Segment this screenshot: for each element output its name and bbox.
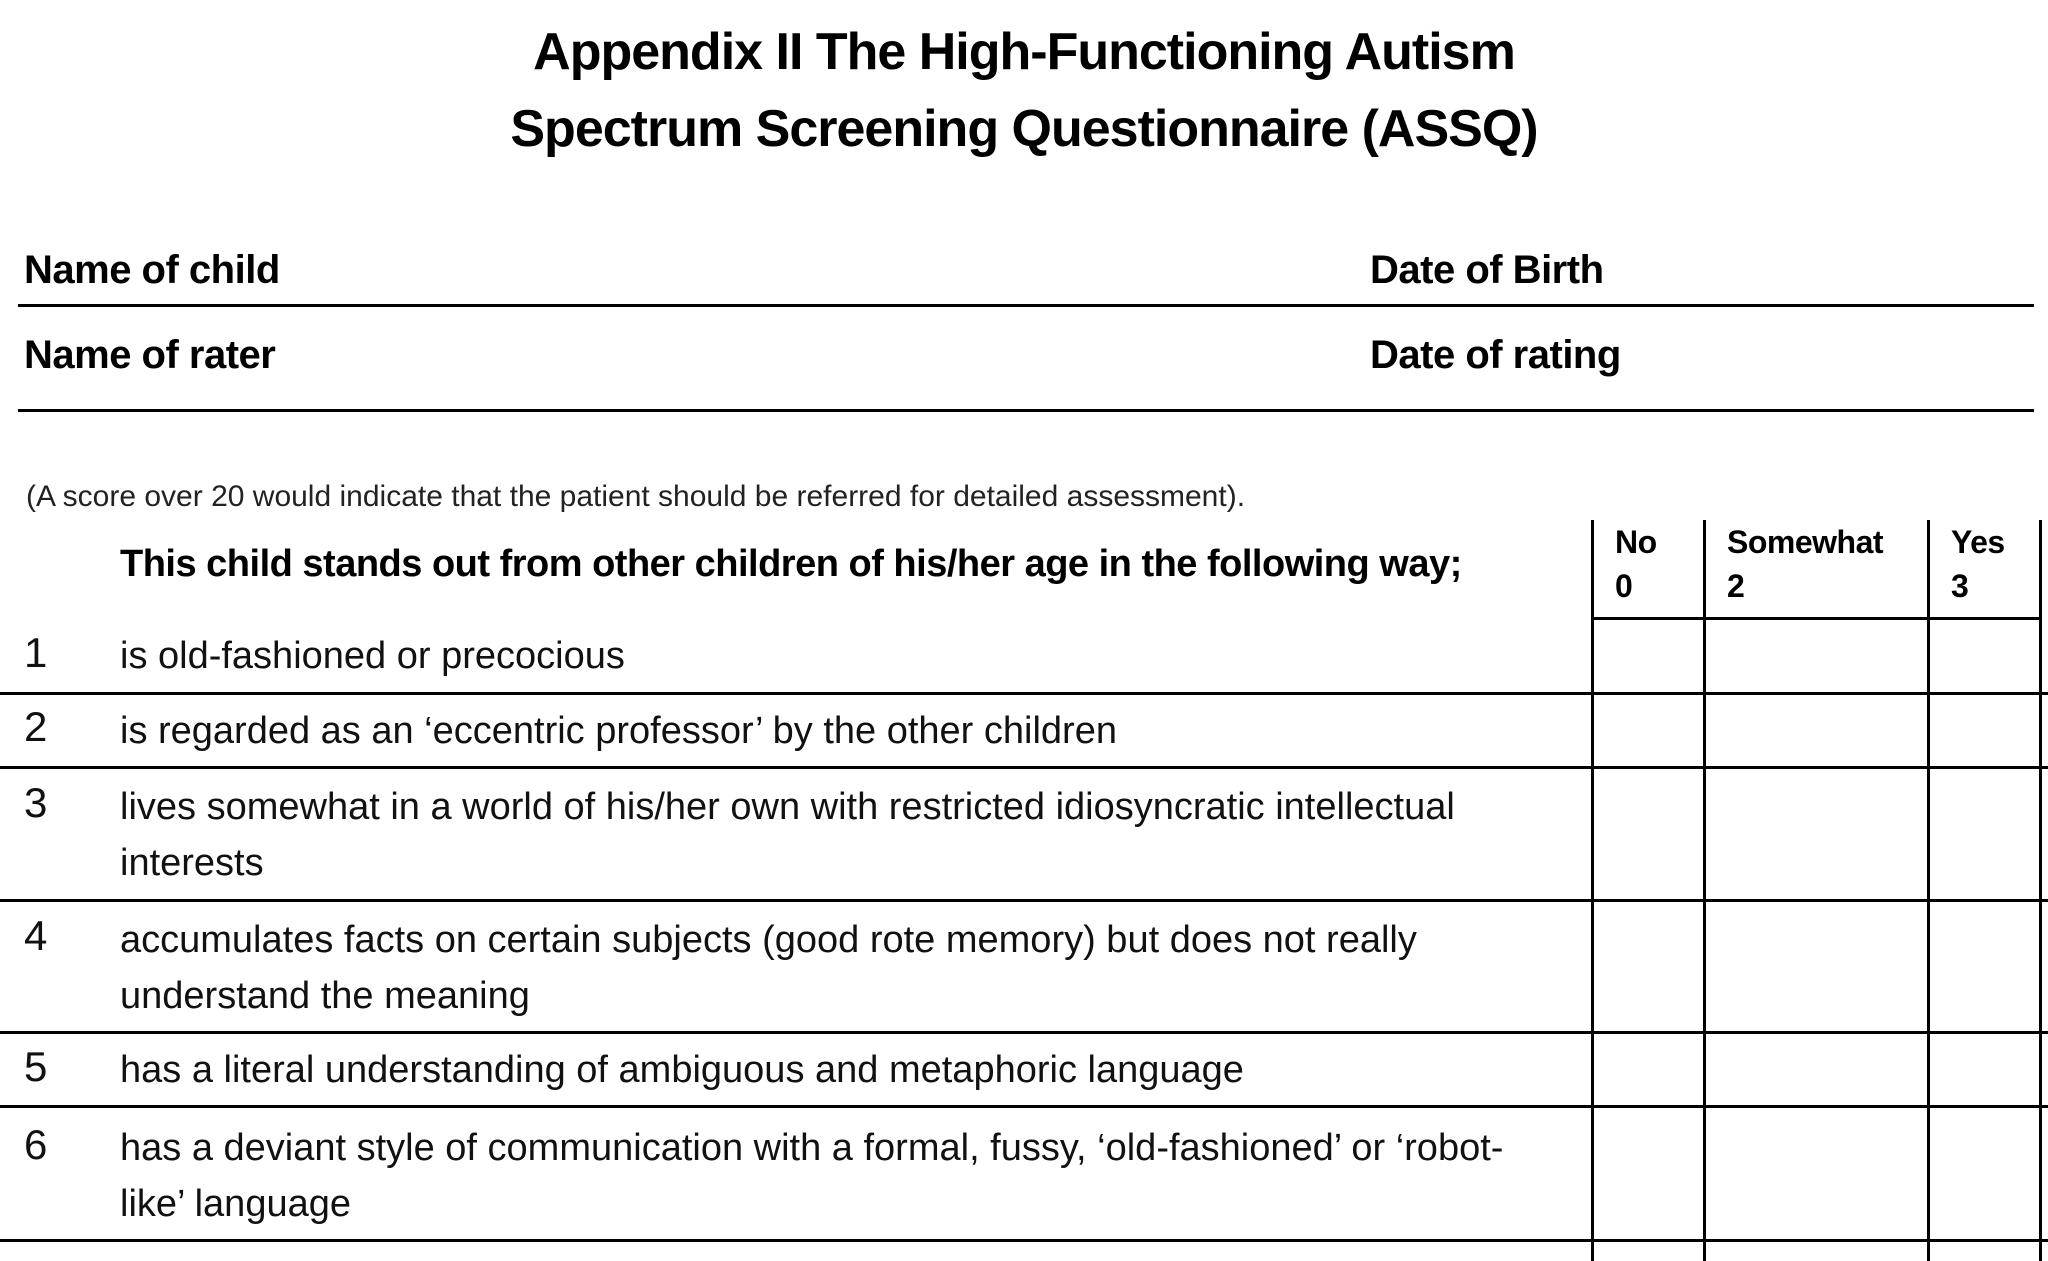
item-text: accumulates facts on certain subjects (good rote memory) but does not really understand the meaning [120, 919, 1417, 1017]
column-divider-4 [2039, 520, 2042, 1261]
item-text: is regarded as an ‘eccentric professor’ by the other children [120, 710, 1117, 752]
item-number: 5 [24, 1043, 48, 1090]
column-divider-1 [1591, 520, 1594, 1261]
page-title-line-1: Appendix II The High-Functioning Autism [533, 23, 1515, 81]
name-of-child-line[interactable] [18, 304, 2034, 307]
column-header-yes [1951, 520, 2005, 608]
item-text: is old-fashioned or precocious [120, 635, 625, 677]
column-score-yes: 3 [1951, 568, 1969, 604]
date-of-birth-label: Date of Birth [1370, 248, 1604, 292]
row-divider [0, 692, 2048, 695]
date-of-rating-label: Date of rating [1370, 333, 1621, 377]
questionnaire-intro: This child stands out from other children of his/her age in the following way; [120, 543, 1462, 585]
item-number: 4 [24, 912, 48, 959]
score-note: (A score over 20 would indicate that the patient should be referred for detailed assessment). [26, 480, 1246, 513]
item-number: 3 [24, 779, 48, 826]
column-divider-2 [1703, 520, 1706, 1261]
column-label-somewhat: Somewhat [1727, 524, 1884, 560]
column-score-no: 0 [1615, 568, 1633, 604]
header-bottom-line [1591, 617, 2042, 620]
name-of-rater-line[interactable] [18, 409, 2034, 412]
column-divider-3 [1927, 520, 1930, 1261]
page-title-line-2: Spectrum Screening Questionnaire (ASSQ) [510, 100, 1538, 158]
column-header-somewhat [1727, 520, 1883, 608]
column-header-no [1615, 520, 1657, 608]
row-divider [0, 1239, 2048, 1242]
row-divider [0, 1031, 2048, 1034]
row-divider [0, 1105, 2048, 1108]
row-divider [0, 899, 2048, 902]
item-text: has a literal understanding of ambiguous and metaphoric language [120, 1049, 1244, 1091]
item-text: has a deviant style of communication with a formal, fussy, ‘old-fashioned’ or ‘robot-like’ language [120, 1127, 1504, 1225]
item-number: 2 [24, 703, 48, 750]
column-label-no: No [1615, 524, 1657, 560]
column-label-yes: Yes [1951, 524, 2005, 560]
row-divider [0, 766, 2048, 769]
item-number: 1 [24, 629, 48, 676]
item-text: lives somewhat in a world of his/her own with restricted idiosyncratic intellectual interests [120, 786, 1455, 884]
item-number: 6 [24, 1121, 48, 1168]
name-of-rater-label: Name of rater [24, 333, 276, 377]
name-of-child-label: Name of child [24, 248, 280, 292]
column-score-somewhat: 2 [1727, 568, 1745, 604]
